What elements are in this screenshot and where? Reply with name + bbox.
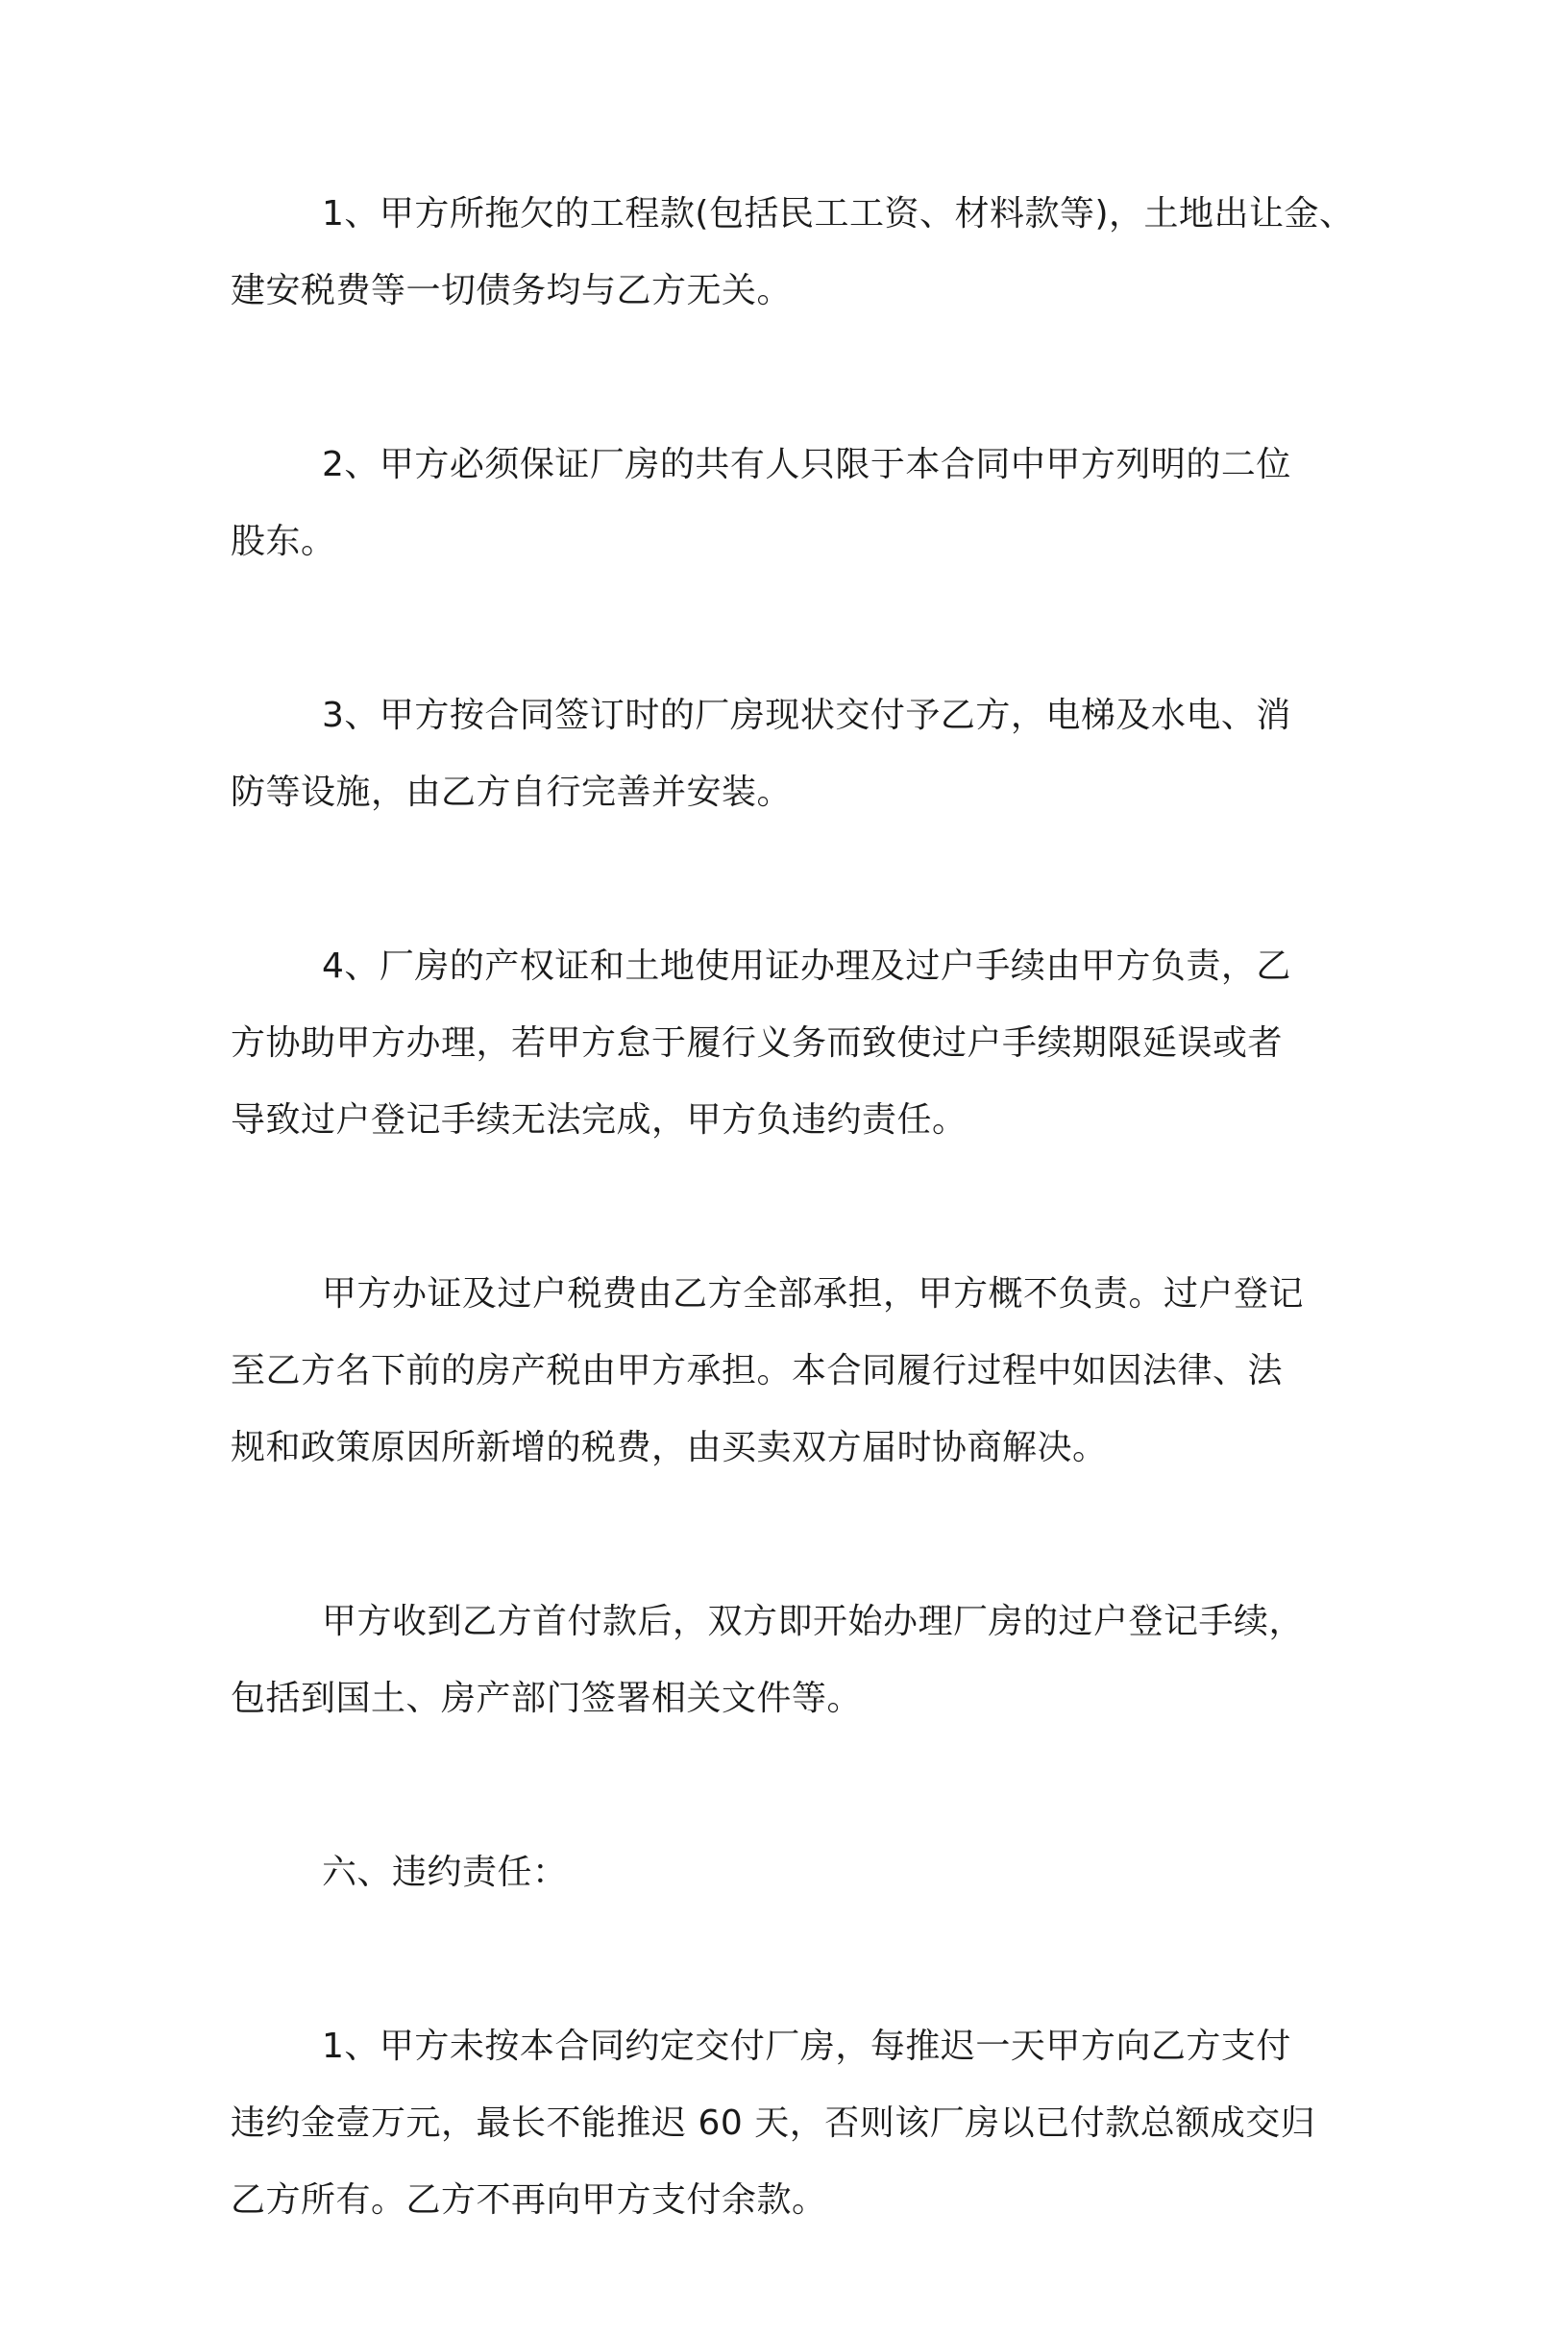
text-line: 违约金壹万元，最长不能推迟 60 天，否则该厂房以已付款总额成交归 bbox=[231, 2103, 1316, 2143]
clause-4 bbox=[231, 928, 1345, 1159]
text-line: 股东。 bbox=[231, 522, 336, 561]
tax-paragraph bbox=[231, 1256, 1345, 1487]
clause-3 bbox=[231, 677, 1345, 831]
text-line: 防等设施，由乙方自行完善并安装。 bbox=[231, 773, 793, 812]
clause-2 bbox=[231, 427, 1345, 580]
text-line: 甲方收到乙方首付款后，双方即开始办理厂房的过户登记手续， bbox=[322, 1602, 1305, 1641]
clause-1 bbox=[231, 176, 1355, 330]
text-line: 3、甲方按合同签订时的厂房现状交付予乙方，电梯及水电、消 bbox=[322, 696, 1291, 735]
text-line: 规和政策原因所新增的税费，由买卖双方届时协商解决。 bbox=[231, 1428, 1108, 1467]
document-body bbox=[231, 176, 1355, 2336]
text-line: 方协助甲方办理，若甲方怠于履行义务而致使过户手续期限延误或者 bbox=[231, 1023, 1284, 1063]
text-line: 4、厂房的产权证和土地使用证办理及过户手续由甲方负责，乙 bbox=[322, 947, 1291, 986]
transfer-paragraph bbox=[231, 1584, 1345, 1737]
text-line: 甲方办证及过户税费由乙方全部承担，甲方概不负责。过户登记 bbox=[322, 1274, 1305, 1314]
breach-clause-1 bbox=[231, 2008, 1345, 2239]
text-line: 建安税费等一切债务均与乙方无关。 bbox=[231, 271, 793, 310]
text-line: 1、甲方未按本合同约定交付厂房，每推迟一天甲方向乙方支付 bbox=[322, 2027, 1291, 2066]
text-line: 包括到国土、房产部门签署相关文件等。 bbox=[231, 1679, 863, 1718]
section-heading: 六、违约责任： bbox=[322, 1853, 568, 1892]
text-line: 乙方所有。乙方不再向甲方支付余款。 bbox=[231, 2180, 827, 2220]
text-line: 1、甲方所拖欠的工程款(包括民工工资、材料款等)，土地出让金、 bbox=[322, 194, 1355, 234]
text-line: 导致过户登记手续无法完成，甲方负违约责任。 bbox=[231, 1100, 968, 1140]
text-line: 2、甲方必须保证厂房的共有人只限于本合同中甲方列明的二位 bbox=[322, 445, 1291, 484]
section-heading-breach bbox=[231, 1834, 1345, 1911]
text-line: 至乙方名下前的房产税由甲方承担。本合同履行过程中如因法律、法 bbox=[231, 1351, 1284, 1390]
